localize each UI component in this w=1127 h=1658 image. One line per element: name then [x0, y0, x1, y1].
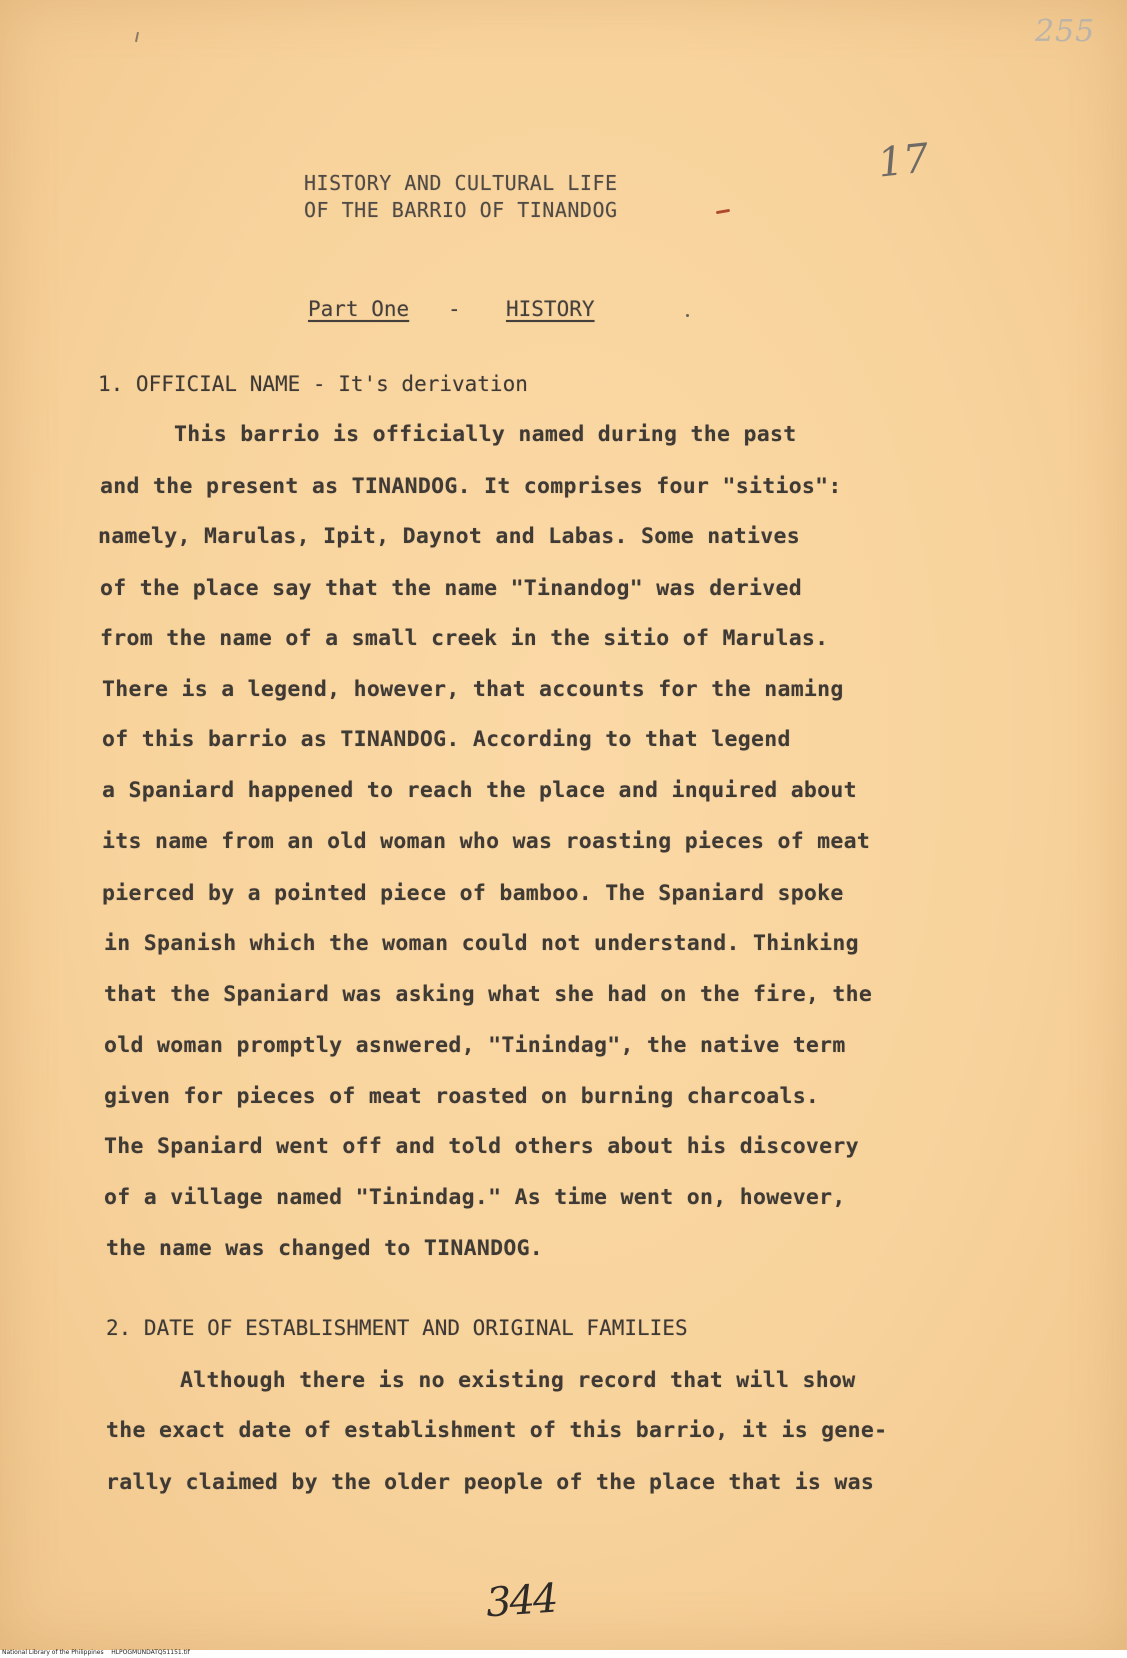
part-name-wrap: [506, 297, 595, 321]
title-line-1: HISTORY AND CULTURAL LIFE: [304, 171, 618, 195]
section-1-line: that the Spaniard was asking what she had on the fire, the: [104, 982, 873, 1007]
section-1-line: and the present as TINANDOG. It comprises four "sitios":: [100, 474, 842, 499]
part-separator: -: [448, 297, 461, 321]
section-1-line: a Spaniard happened to reach the place and inquired about: [102, 778, 857, 803]
section-1-line: given for pieces of meat roasted on burning charcoals.: [104, 1084, 820, 1109]
title-line-2: OF THE BARRIO OF TINANDOG: [304, 198, 618, 222]
ink-dot: [686, 314, 689, 317]
part-name: HISTORY: [506, 297, 595, 321]
section-2-heading: 2. DATE OF ESTABLISHMENT AND ORIGINAL FAMILIES: [106, 1316, 688, 1340]
document-title: [304, 170, 618, 224]
red-pencil-mark: [716, 209, 730, 214]
part-label: Part One: [308, 297, 410, 321]
corner-page-number: 255: [1035, 14, 1096, 49]
section-1-line: of this barrio as TINANDOG. According to that legend: [102, 727, 791, 752]
section-1-line: of a village named "Tinindag." As time went on, however,: [104, 1185, 846, 1210]
section-1-line: namely, Marulas, Ipit, Daynot and Labas. Some natives: [98, 524, 800, 549]
section-1-line: of the place say that the name "Tinandog" was derived: [100, 576, 802, 601]
section-1-line: This barrio is officially named during the past: [174, 422, 797, 447]
section-1-line: There is a legend, however, that accounts for the naming: [102, 677, 844, 702]
section-1-line: the name was changed to TINANDOG.: [106, 1236, 544, 1261]
section-2-line: the exact date of establishment of this barrio, it is gene-: [106, 1418, 888, 1443]
section-1-line: in Spanish which the woman could not understand. Thinking: [104, 931, 859, 956]
section-2-line: rally claimed by the older people of the place that is was: [106, 1470, 875, 1495]
handwritten-mark: 17: [875, 135, 932, 187]
section-1-line: its name from an old woman who was roasting pieces of meat: [102, 829, 871, 854]
part-heading: [308, 297, 409, 321]
section-1-line: from the name of a small creek in the sitio of Marulas.: [100, 626, 829, 651]
section-1-line: old woman promptly asnwered, "Tinindag", the native term: [104, 1033, 846, 1058]
section-1-line: pierced by a pointed piece of bamboo. The Spaniard spoke: [102, 881, 844, 906]
section-1-heading: 1. OFFICIAL NAME - It's derivation: [98, 372, 528, 396]
scan-footer: [0, 1650, 1127, 1658]
footer-text: National Library of the Philippines HLPOGMUNDATQ51151.tif: [2, 1649, 190, 1656]
tick-mark: [135, 32, 139, 42]
section-2-line: Although there is no existing record that will show: [180, 1368, 856, 1393]
handwritten-page-number: 344: [484, 1575, 558, 1627]
section-1-line: The Spaniard went off and told others about his discovery: [104, 1134, 859, 1159]
